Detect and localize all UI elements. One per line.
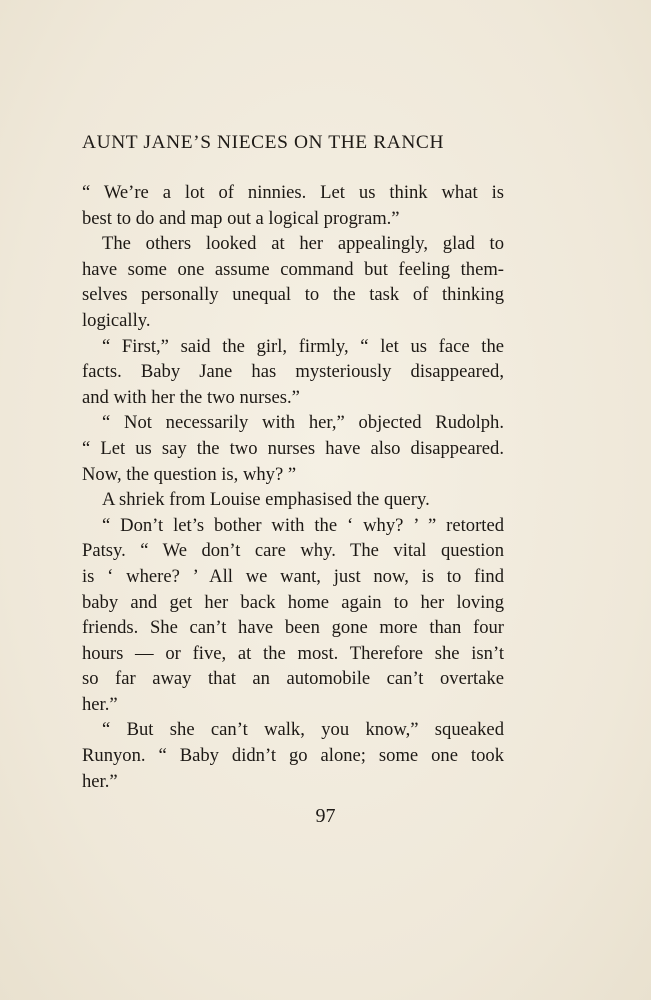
text-line: so far away that an automobile can’t overtake <box>82 668 504 690</box>
text-line: Now, the question is, why? ” <box>82 463 297 485</box>
text-line: selves personally unequal to the task of thinking <box>82 284 504 306</box>
text-line: her.” <box>82 693 118 715</box>
text-line: baby and get her back home again to her loving <box>82 591 504 613</box>
page-number: 97 <box>315 805 336 827</box>
text-line: “ Let us say the two nurses have also disappeared. <box>82 437 504 459</box>
text-line: “ Not necessarily with her,” objected Rudolph. <box>102 412 504 434</box>
text-line: A shriek from Louise emphasised the query. <box>102 489 430 511</box>
text-line: “ We’re a lot of ninnies. Let us think what is <box>82 182 504 203</box>
text-line: Patsy. “ We don’t care why. The vital question <box>82 540 504 562</box>
text-line: best to do and map out a logical program.” <box>82 207 400 229</box>
text-line: “ Don’t let’s bother with the ‘ why? ’ ” retorted <box>102 514 504 536</box>
text-line: facts. Baby Jane has mysteriously disappeared, <box>82 361 504 383</box>
text-line: “ First,” said the girl, firmly, “ let us face the <box>102 335 504 357</box>
text-line: her.” <box>82 770 118 792</box>
text-line: hours — or five, at the most. Therefore she isn’t <box>82 642 504 664</box>
text-line: and with her the two nurses.” <box>82 386 300 408</box>
body-text <box>82 180 504 794</box>
text-line: “ But she can’t walk, you know,” squeaked <box>102 719 504 741</box>
text-line: logically. <box>82 309 151 331</box>
text-line: The others looked at her appealingly, glad to <box>102 233 504 255</box>
text-line: Runyon. “ Baby didn’t go alone; some one took <box>82 745 504 767</box>
running-head: AUNT JANE’S NIECES ON THE RANCH <box>82 132 445 153</box>
text-line: is ‘ where? ’ All we want, just now, is to find <box>82 565 504 587</box>
text-line: have some one assume command but feeling them- <box>82 258 504 280</box>
text-line: friends. She can’t have been gone more than four <box>82 617 504 639</box>
